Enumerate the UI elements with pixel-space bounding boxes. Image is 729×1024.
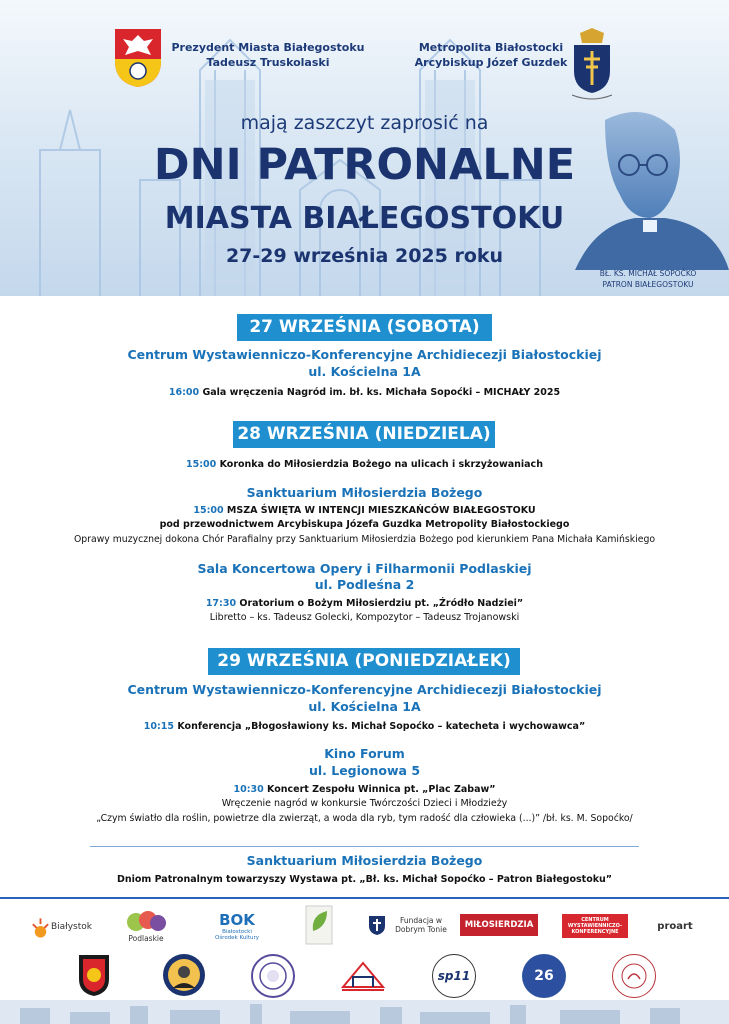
bialystok-coat-of-arms — [113, 27, 163, 89]
milosierdzia-logo-text: MIŁOSIERDZIA — [464, 920, 534, 930]
day2-event2-line3: Oprawy muzycznej dokona Chór Parafialny przy Sanktuarium Miłosierdzia Bożego pod kierunkiem Pana Michała Kamińskiego — [73, 534, 656, 545]
issuer-archbishop-title: Metropolita Białostocki — [418, 41, 564, 54]
bok-logo — [212, 906, 262, 946]
leaf-logo — [302, 903, 336, 947]
day3-venue1: Centrum Wystawienniczo-Konferencyjne Archidiecezji Białostockiej — [127, 682, 602, 697]
day2-event2-text: MSZA ŚWIĘTA W INTENCJI MIESZKAŃCÓW BIAŁEGOSTOKU — [226, 505, 536, 516]
shield-icon — [367, 914, 387, 936]
day2-venue2-address: ul. Podleśna 2 — [314, 577, 415, 592]
podlaskie-logo — [115, 907, 177, 945]
bialystok-logo-text: Białystok — [50, 921, 92, 932]
day1-event-text: Gala wręczenia Nagród im. bł. ks. Michała Sopoćki – MICHAŁY 2025 — [202, 387, 561, 398]
invite-text: mają zaszczyt zaprosić na — [240, 112, 489, 134]
sp11-logo — [432, 954, 476, 998]
event-dates: 27-29 września 2025 roku — [225, 245, 504, 267]
school-logo — [612, 954, 656, 998]
exhibition-venue: Sanktuarium Miłosierdzia Bożego — [246, 853, 483, 868]
issuer-mayor — [168, 40, 368, 70]
day2-event2-time: 15:00 — [193, 505, 224, 516]
centrum-logo-text: CENTRUM WYSTAWIENNICZO-KONFERENCYJNE — [567, 917, 623, 935]
issuer-mayor-title: Prezydent Miasta Białegostoku — [171, 41, 365, 54]
page-subtitle: MIASTA BIAŁEGOSTOKU — [164, 201, 565, 236]
day2-header: 28 WRZEŚNIA (NIEDZIELA) — [233, 421, 495, 448]
day1-venue: Centrum Wystawienniczo-Konferencyjne Archidiecezji Białostockiej — [127, 347, 602, 362]
day3-event2 — [0, 784, 729, 795]
sp26-logo — [522, 954, 566, 998]
day1-event-time: 16:00 — [168, 387, 200, 398]
day3-venue2-address: ul. Legionowa 5 — [308, 763, 421, 778]
section-divider — [90, 846, 639, 847]
exhibition-text: Dniom Patronalnym towarzyszy Wystawa pt. „Bł. ks. Michał Sopoćko – Patron Białegostoku” — [116, 874, 613, 885]
shield-icon — [77, 953, 111, 997]
building-icon — [338, 957, 388, 993]
sp26-logo-text: 26 — [534, 968, 554, 984]
issuer-archbishop-name: Arcybiskup Józef Guzdek — [414, 56, 568, 69]
sponsors-divider — [0, 897, 729, 899]
archbishop-crest — [566, 27, 618, 103]
centrum-logo — [562, 914, 628, 938]
day3-venue2: Kino Forum — [324, 746, 405, 761]
day2-venue2: Sala Koncertowa Opery i Filharmonii Podlaskiej — [197, 561, 532, 576]
tree-icon — [124, 910, 168, 934]
seal-icon — [258, 961, 288, 991]
patron-portrait — [575, 100, 729, 270]
podlaskie-logo-text: Podlaskie — [128, 933, 164, 943]
sp11-logo-text: sp11 — [437, 969, 471, 983]
day2-event3 — [0, 598, 729, 609]
day2-event2 — [0, 505, 729, 516]
day3-event2-time: 10:30 — [233, 784, 264, 795]
portrait-icon — [167, 958, 201, 992]
fundacja-logo — [364, 909, 454, 941]
seal-logo — [251, 954, 295, 998]
portrait-caption-role: PATRON BIAŁEGOSTOKU — [602, 280, 694, 289]
day3-event1 — [0, 721, 729, 732]
day3-event2-line2: Wręczenie nagród w konkursie Twórczości Dzieci i Młodzieży — [221, 798, 508, 809]
day2-event1-text: Koronka do Miłosierdzia Bożego na ulicach i skrzyżowaniach — [219, 459, 543, 470]
building-logo — [338, 955, 388, 995]
bok-logo-mark: BOK — [219, 911, 255, 929]
issuer-mayor-name: Tadeusz Truskolaski — [206, 56, 330, 69]
portrait-caption-name: BŁ. KS. MICHAŁ SOPOĆKO — [599, 269, 697, 278]
day3-event1-time: 10:15 — [143, 721, 175, 732]
day3-event2-text: Koncert Zespołu Winnica pt. „Plac Zabaw” — [267, 784, 496, 795]
day2-event3-text: Oratorium o Bożym Miłosierdziu pt. „Źródło Nadziei” — [239, 598, 524, 609]
day2-venue1: Sanktuarium Miłosierdzia Bożego — [246, 485, 483, 500]
issuer-archbishop — [406, 40, 576, 70]
day2-event1-time: 15:00 — [186, 459, 217, 470]
page-title: DNI PATRONALNE — [153, 140, 576, 190]
proart-logo — [650, 918, 700, 934]
proart-logo-text: proart — [657, 920, 693, 932]
day3-header: 29 WRZEŚNIA (PONIEDZIAŁEK) — [208, 648, 520, 675]
day2-event1 — [0, 459, 729, 470]
day2-event3-line2: Libretto – ks. Tadeusz Golecki, Kompozytor – Tadeusz Trojanowski — [209, 612, 520, 623]
portrait-caption — [578, 268, 718, 290]
day2-event2-line2: pod przewodnictwem Arcybiskupa Józefa Guzdka Metropolity Białostockiego — [159, 519, 570, 530]
poster-header — [0, 0, 729, 296]
fundacja-logo-text: Fundacja w Dobrym Tonie — [395, 916, 447, 934]
leaf-icon — [305, 905, 333, 945]
milosierdzia-logo — [460, 914, 538, 936]
priest-medallion-logo — [163, 954, 205, 996]
bok-logo-text: Białostocki Ośrodek Kultury — [214, 929, 259, 941]
day1-event — [0, 387, 729, 398]
day2-event3-time: 17:30 — [205, 598, 237, 609]
fire-brigade-logo — [76, 953, 112, 997]
day1-header: 27 WRZEŚNIA (SOBOTA) — [237, 314, 492, 341]
seal-icon — [619, 961, 649, 991]
sun-icon — [30, 916, 51, 938]
day3-event2-line3: „Czym światło dla roślin, powietrze dla zwierząt, a woda dla ryb, tym radość dla człowieka (...)” /bł. ks. M. Sopoćko/ — [96, 813, 633, 824]
day3-event1-text: Konferencja „Błogosławiony ks. Michał Sopoćko – katecheta i wychowawca” — [177, 721, 586, 732]
day3-venue1-address: ul. Kościelna 1A — [308, 699, 421, 714]
day1-address: ul. Kościelna 1A — [308, 364, 421, 379]
bialystok-logo — [30, 910, 92, 944]
city-skyline — [0, 1000, 729, 1024]
